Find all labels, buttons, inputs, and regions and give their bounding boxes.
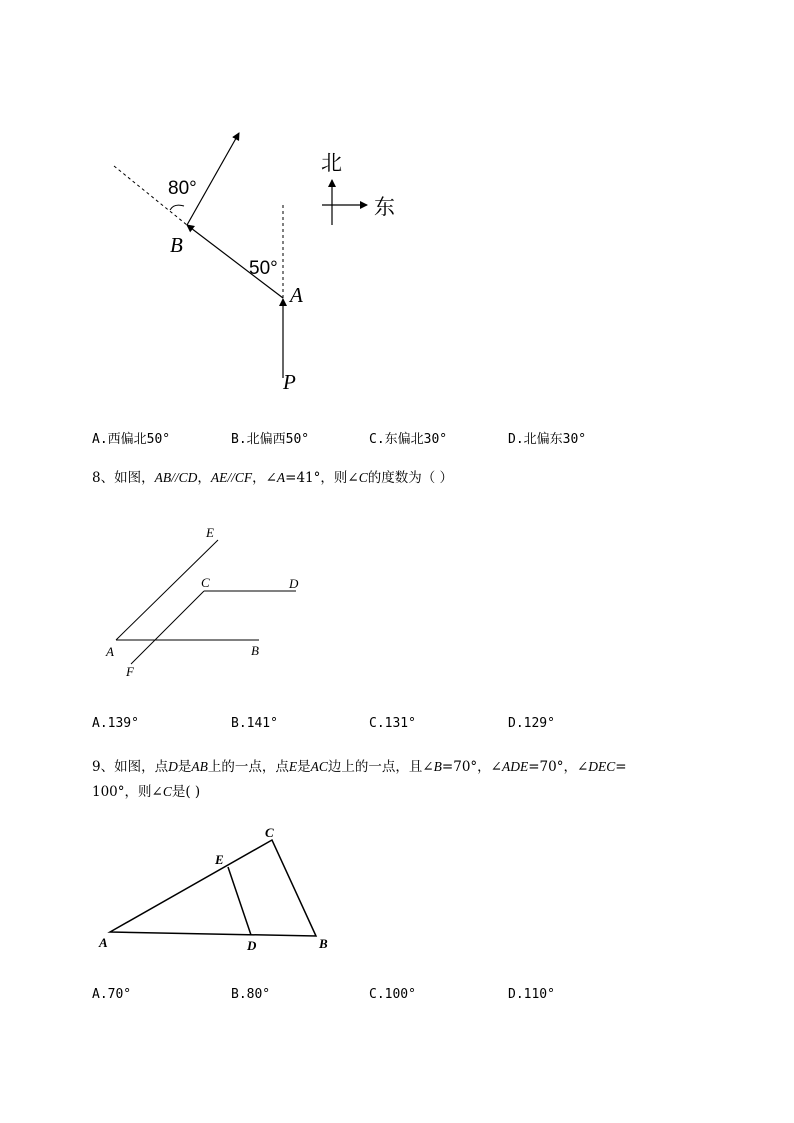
option-letter: A. [92,432,108,447]
q9-label-b: B [319,936,328,951]
q8-parallel-lines-figure [0,520,794,690]
q7-point-p: P [283,370,296,394]
q9-label-c: C [265,825,274,840]
q8-label-e: E [206,525,214,540]
q8-line-cf [131,591,204,664]
q9-option-b[interactable] [231,987,270,1002]
q8-label-c: C [201,575,210,590]
option-text: 129° [523,716,555,731]
q9-options [92,987,712,1007]
q9-text: 9、如图，点 [92,759,169,775]
q9-question-text-line1 [92,755,627,779]
q9-point-e: E [288,759,298,774]
q8-cond-ae-cf: AE//CF [210,470,253,485]
q8-option-d[interactable] [508,716,555,731]
q7-compass-east-label: 东 [374,195,395,219]
option-letter: D. [508,716,524,731]
option-text: 北偏东30° [523,432,587,447]
q8-question-text [92,466,453,490]
q8-label-f: F [126,664,134,679]
option-text: 70° [107,987,132,1002]
q9-text: 100°，则∠ [92,784,163,800]
q9-segment-de [228,867,251,935]
q9-text: 是 [297,759,311,775]
q9-text: =70°，∠ [441,759,502,775]
q9-triangle-figure [0,815,794,965]
q9-question-text-line2 [92,780,200,804]
q9-triangle-abc [110,840,316,936]
option-text: 110° [523,987,555,1002]
option-letter: D. [508,432,524,447]
q9-point-d: D [168,759,178,774]
q8-option-b[interactable] [231,716,278,731]
q9-angle-b: B [433,759,442,774]
option-text: 北偏西50° [246,432,310,447]
option-letter: D. [508,987,524,1002]
q7-option-c[interactable] [369,428,447,447]
q7-point-a: A [290,283,303,307]
option-letter: B. [231,716,247,731]
option-text: 东偏北30° [384,432,448,447]
q8-sep: ， [197,470,211,486]
option-text: 139° [107,716,139,731]
q9-angle-ade: ADE [501,759,529,774]
option-text: 100° [384,987,416,1002]
option-text: 80° [246,987,271,1002]
q9-text: 上的一点，点 [207,759,289,775]
q9-label-d: D [247,938,257,953]
q9-option-d[interactable] [508,987,555,1002]
q8-sep: ，∠ [252,470,277,486]
q8-option-c[interactable] [369,716,416,731]
q9-text: 是 [177,759,192,775]
q7-angle-50-label: 50° [249,258,278,279]
q9-label-a: A [99,935,108,950]
option-letter: B. [231,432,247,447]
option-text: 131° [384,716,416,731]
q7-options [92,428,712,448]
q8-options [92,716,712,736]
option-letter: B. [231,987,247,1002]
q9-text: = [615,759,627,775]
q8-label-d: D [289,576,299,591]
q7-option-d[interactable] [508,428,586,447]
q8-angle-value: =41°，则∠ [285,470,359,486]
q9-angle-c: C [162,784,172,799]
q9-text: =70°，∠ [528,759,589,775]
option-text: 西偏北50° [107,432,171,447]
q7-option-a[interactable] [92,428,170,447]
q9-text: 是( ) [171,784,201,800]
q8-label-b: B [251,643,259,658]
q7-option-b[interactable] [231,428,309,447]
option-letter: C. [369,432,385,447]
q7-compass-north-label: 北 [321,151,342,175]
option-letter: A. [92,987,108,1002]
q8-number: 8、如图， [92,470,155,486]
q7-angle-80-label: 80° [168,178,197,199]
q9-option-c[interactable] [369,987,416,1002]
q8-tail: 的度数为（ ） [367,470,454,486]
q8-cond-ab-cd: AB//CD [154,470,198,485]
q7-direction-figure [0,0,794,420]
q8-label-a: A [106,644,114,659]
q7-angle-arc-80 [170,205,184,210]
q9-segment-ac: AC [310,759,328,774]
q9-option-a[interactable] [92,987,131,1002]
q8-angle-c: C [358,470,368,485]
option-letter: A. [92,716,108,731]
option-text: 141° [246,716,278,731]
option-letter: C. [369,716,385,731]
option-letter: C. [369,987,385,1002]
q8-option-a[interactable] [92,716,139,731]
q9-label-e: E [215,852,224,867]
q9-text: 边上的一点，且∠ [327,759,434,775]
q9-segment-ab: AB [191,759,208,774]
q8-line-ae [116,540,218,640]
q7-point-b: B [170,233,183,257]
q9-angle-dec: DEC [588,759,616,774]
q8-angle-a: A [276,470,286,485]
